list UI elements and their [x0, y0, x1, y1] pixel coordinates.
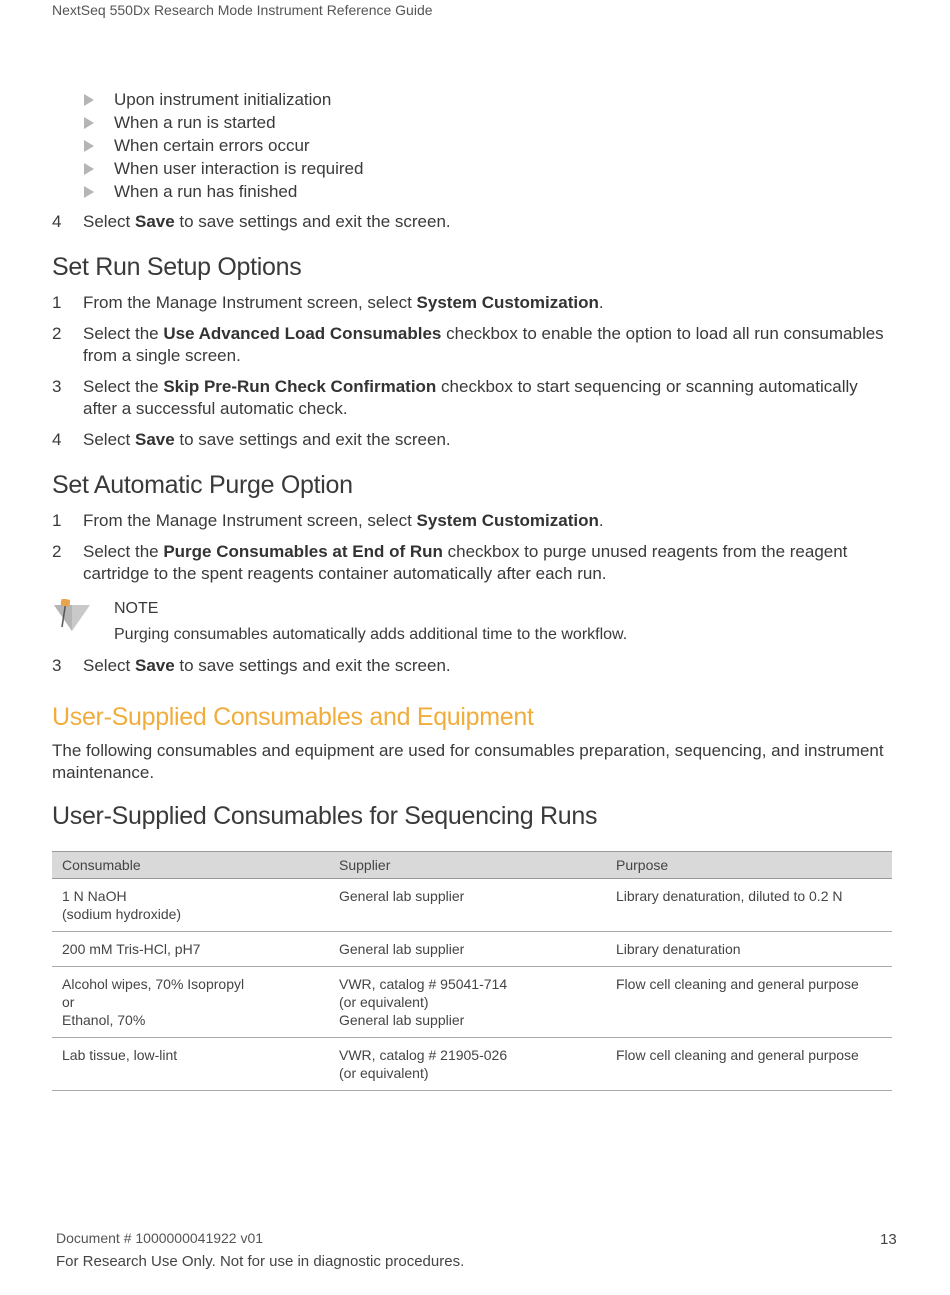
step: 4 Select Save to save settings and exit the screen. — [52, 430, 451, 449]
column-header: Supplier — [329, 852, 606, 879]
ruo-disclaimer: For Research Use Only. Not for use in diagnostic procedures. — [56, 1253, 465, 1270]
table-cell: Flow cell cleaning and general purpose — [606, 967, 892, 1038]
step: 2 Select the Purge Consumables at End of Run checkbox to purge unused reagents from the reagent cartridge to the spent reagents container automatically after each run. — [52, 542, 848, 583]
triangle-bullet-icon — [84, 117, 94, 129]
table-cell: Alcohol wipes, 70% Isopropyl or Ethanol, 70% — [52, 967, 329, 1038]
consumables-table — [52, 851, 892, 1091]
list-item: When a run has finished — [84, 180, 892, 203]
column-header: Consumable — [52, 852, 329, 879]
notification-bullet-list — [52, 88, 892, 203]
list-item: When a run is started — [84, 111, 892, 134]
table-row — [52, 879, 892, 932]
triangle-bullet-icon — [84, 94, 94, 106]
section-heading-consumables: User-Supplied Consumables and Equipment — [52, 703, 534, 731]
running-header: NextSeq 550Dx Research Mode Instrument Reference Guide — [52, 2, 433, 18]
step: 3 Select the Skip Pre-Run Check Confirmation checkbox to start sequencing or scanning automatically after a successful automatic check. — [52, 377, 858, 418]
table-cell: Flow cell cleaning and general purpose — [606, 1038, 892, 1091]
table-cell: Library denaturation, diluted to 0.2 N — [606, 879, 892, 932]
page-body — [52, 88, 892, 1091]
list-item: When user interaction is required — [84, 157, 892, 180]
list-item: Upon instrument initialization — [84, 88, 892, 111]
table-cell: 1 N NaOH (sodium hydroxide) — [52, 879, 329, 932]
subheading-sequencing-consumables: User-Supplied Consumables for Sequencing Runs — [52, 802, 598, 830]
step: 1 From the Manage Instrument screen, select System Customization. — [52, 293, 604, 312]
table-cell: General lab supplier — [329, 932, 606, 967]
triangle-bullet-icon — [84, 186, 94, 198]
page-number: 13 — [880, 1231, 897, 1248]
section-heading-purge: Set Automatic Purge Option — [52, 471, 353, 499]
note-label: NOTE — [114, 600, 159, 617]
section-heading-run-setup: Set Run Setup Options — [52, 253, 302, 281]
table-cell: VWR, catalog # 95041-714 (or equivalent) General lab supplier — [329, 967, 606, 1038]
step: 1 From the Manage Instrument screen, select System Customization. — [52, 511, 604, 530]
table-cell: 200 mM Tris-HCl, pH7 — [52, 932, 329, 967]
note-callout — [52, 599, 892, 645]
list-item: When certain errors occur — [84, 134, 892, 157]
table-cell: General lab supplier — [329, 879, 606, 932]
table-cell: VWR, catalog # 21905-026 (or equivalent) — [329, 1038, 606, 1091]
table-row — [52, 1038, 892, 1091]
pushpin-note-icon — [52, 599, 114, 639]
triangle-bullet-icon — [84, 163, 94, 175]
table-row — [52, 967, 892, 1038]
table-cell: Library denaturation — [606, 932, 892, 967]
step: 2 Select the Use Advanced Load Consumables checkbox to enable the option to load all run consumables from a single screen. — [52, 324, 884, 365]
step-save: 4 Select Save to save settings and exit the screen. — [52, 212, 451, 231]
column-header: Purpose — [606, 852, 892, 879]
table-cell: Lab tissue, low-lint — [52, 1038, 329, 1091]
step-save: 3 Select Save to save settings and exit the screen. — [52, 656, 451, 675]
table-header-row — [52, 852, 892, 879]
document-number: Document # 1000000041922 v01 — [56, 1230, 264, 1246]
note-text: Purging consumables automatically adds additional time to the workflow. — [114, 626, 628, 643]
consumables-intro: The following consumables and equipment are used for consumables preparation, sequencing, and instrument maintenance. — [52, 741, 884, 782]
table-row — [52, 932, 892, 967]
triangle-bullet-icon — [84, 140, 94, 152]
